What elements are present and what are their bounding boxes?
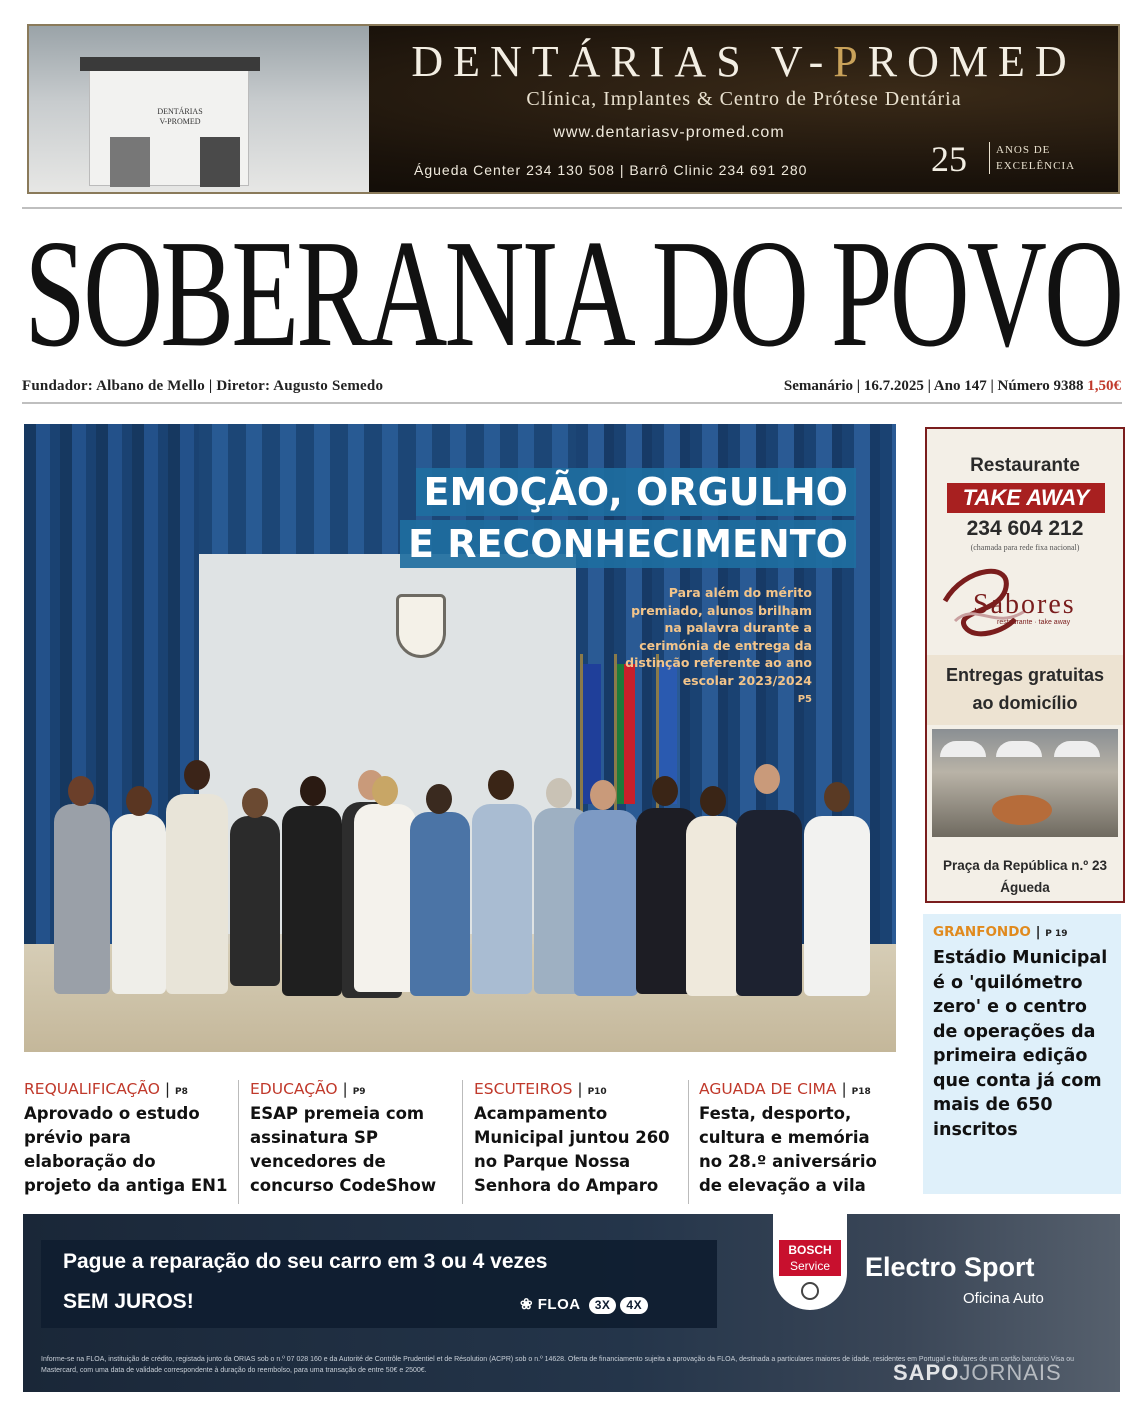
teaser-kicker: EDUCAÇÃO | P9 xyxy=(250,1080,366,1098)
lead-subcaption xyxy=(622,584,812,709)
person xyxy=(354,804,416,992)
teaser-text: ESAP premeia com assinatura SP vencedores de concurso CodeShow xyxy=(250,1104,437,1195)
issue-price: 1,50€ xyxy=(1087,378,1121,394)
years-label xyxy=(989,142,1099,174)
headline-line-2: E RECONHECIMENTO xyxy=(400,520,856,568)
granfondo-kicker-text: GRANFONDO xyxy=(933,924,1031,940)
delivery-line-2: ao domicílio xyxy=(972,693,1078,713)
person-head xyxy=(754,764,780,794)
person xyxy=(230,816,280,986)
headline-line-1: EMOÇÃO, ORGULHO xyxy=(416,468,856,516)
municipal-crest xyxy=(396,594,446,658)
building-sign xyxy=(145,107,215,127)
masthead-divider xyxy=(22,402,1122,404)
lead-page-ref: P5 xyxy=(797,694,812,705)
teaser-kicker-text: REQUALIFICAÇÃO xyxy=(24,1080,160,1098)
person xyxy=(166,794,228,994)
person-head xyxy=(372,776,398,806)
floa-text: FLOA xyxy=(537,1296,581,1313)
phone-note: (chamada para rede fixa nacional) xyxy=(970,543,1080,552)
issue-line xyxy=(784,378,1121,395)
floa-badge xyxy=(520,1295,648,1314)
umbrella xyxy=(1054,741,1100,757)
building-sign-line-1: DENTÁRIAS xyxy=(157,107,203,116)
delivery-text xyxy=(927,661,1123,717)
teaser-kicker-text: AGUADA DE CIMA xyxy=(699,1080,837,1098)
bosch-badge xyxy=(779,1240,841,1276)
teaser-aguada-de-cima[interactable] xyxy=(699,1080,904,1206)
person-head xyxy=(652,776,678,806)
person-head xyxy=(68,776,94,806)
bosch-name: BOSCH xyxy=(788,1243,832,1257)
founder-line: Fundador: Albano de Mello | Diretor: Augusto Semedo xyxy=(22,378,384,394)
teaser-kicker-text: ESCUTEIROS xyxy=(474,1080,573,1098)
dental-tagline: Clínica, Implantes & Centro de Prótese Dentária xyxy=(526,88,962,110)
sabores-logo-sub: restaurante · take away xyxy=(997,619,1071,626)
restaurant-address xyxy=(927,855,1123,899)
building-block xyxy=(110,137,150,187)
bottom-electro-sport-ad[interactable] xyxy=(23,1214,1120,1392)
person xyxy=(282,806,342,996)
brand-part-b: ROMED xyxy=(867,37,1077,86)
restaurant-photo xyxy=(932,729,1118,837)
teaser-kicker: REQUALIFICAÇÃO | P8 xyxy=(24,1080,188,1098)
take-away-badge: TAKE AWAY xyxy=(947,483,1105,513)
person-head xyxy=(824,782,850,812)
watermark-bold: SAPO xyxy=(893,1360,960,1385)
teaser-requalificacao[interactable] xyxy=(24,1080,234,1206)
person-head xyxy=(590,780,616,810)
person xyxy=(112,814,166,994)
teaser-page: P18 xyxy=(851,1087,871,1097)
floa-flower-icon: ❀ xyxy=(520,1296,534,1313)
address-line-2: Águeda xyxy=(1000,880,1050,895)
restaurant-ad[interactable] xyxy=(925,427,1125,903)
teaser-text: Acampamento Municipal juntou 260 no Parque Nossa Senhora do Amparo xyxy=(474,1104,670,1195)
delivery-line-1: Entregas gratuitas xyxy=(945,665,1105,685)
issue-details: Semanário | 16.7.2025 | Ano 147 | Número 9388 xyxy=(783,378,1084,394)
bosch-service-logo xyxy=(773,1214,847,1310)
sabores-logo-text: Sabores xyxy=(973,589,1076,620)
dental-brand-name xyxy=(384,36,1104,87)
granfondo-kicker: GRANFONDO | P 19 xyxy=(933,924,1068,940)
bosch-service: Service xyxy=(789,1259,830,1273)
building-sign-line-2: V-PROMED xyxy=(159,117,201,126)
years-label-line-1: ANOS DE xyxy=(996,144,1051,156)
lead-headline[interactable] xyxy=(400,468,856,572)
granfondo-teaser[interactable] xyxy=(923,914,1121,1194)
person xyxy=(410,812,470,996)
building-door xyxy=(200,137,240,187)
restaurant-phone: 234 604 212 xyxy=(966,517,1084,540)
brand-part-a: DENTÁRIAS V- xyxy=(411,37,834,86)
umbrella xyxy=(940,741,986,757)
teaser-page: P9 xyxy=(352,1087,366,1097)
building-roof xyxy=(80,57,260,71)
watermark-light: JORNAIS xyxy=(959,1360,1062,1385)
lead-story-photo[interactable] xyxy=(24,424,896,1052)
teaser-kicker: ESCUTEIROS | P10 xyxy=(474,1080,607,1098)
person-head xyxy=(700,786,726,816)
newspaper-masthead: SOBERANIA DO POVO xyxy=(24,209,1122,379)
teaser-divider xyxy=(238,1080,239,1204)
teaser-page: P8 xyxy=(175,1087,188,1097)
granfondo-page: P 19 xyxy=(1045,929,1068,939)
address-line-1: Praça da República n.º 23 xyxy=(943,858,1107,873)
person-head xyxy=(300,776,326,806)
restaurant-title: Restaurante xyxy=(970,455,1080,476)
teaser-divider xyxy=(462,1080,463,1204)
person xyxy=(54,804,110,994)
umbrella xyxy=(996,741,1042,757)
teaser-kicker: AGUADA DE CIMA | P18 xyxy=(699,1080,871,1098)
sapo-jornais-watermark xyxy=(893,1360,1062,1386)
bosch-armature-icon xyxy=(801,1282,819,1300)
ad-message-1: Pague a reparação do seu carro em 3 ou 4 vezes xyxy=(63,1250,548,1273)
dental-phones: Águeda Center 234 130 508 | Barrô Clinic 234 691 280 xyxy=(414,162,808,178)
person-head xyxy=(426,784,452,814)
teaser-text: Aprovado o estudo prévio para elaboração do projeto da antiga EN1 xyxy=(24,1104,228,1195)
person-head xyxy=(546,778,572,808)
electro-sport-sub: Oficina Auto xyxy=(963,1290,1044,1307)
dental-url-link[interactable]: www.dentariasv-promed.com xyxy=(553,124,785,141)
person xyxy=(574,810,638,996)
person xyxy=(736,810,802,996)
pill-3x: 3X xyxy=(589,1297,617,1314)
clinic-building-photo xyxy=(29,26,369,194)
flower-planter xyxy=(992,795,1052,825)
person xyxy=(472,804,532,994)
brand-part-p: P xyxy=(833,37,868,86)
person-head xyxy=(488,770,514,800)
teaser-escuteiros[interactable] xyxy=(474,1080,686,1206)
pill-4x: 4X xyxy=(620,1297,648,1314)
ad-message-2: SEM JUROS! xyxy=(63,1290,194,1313)
person-head xyxy=(184,760,210,790)
teaser-educacao[interactable] xyxy=(250,1080,455,1206)
years-number: 25 xyxy=(931,139,967,179)
building-illustration xyxy=(89,66,249,186)
lead-subcaption-text: Para além do mérito premiado, alunos brilham na palavra durante a cerimónia de entrega da distinção referente ao ano escolar 2023/2024 xyxy=(625,585,812,688)
person xyxy=(804,816,870,996)
teaser-kicker-text: EDUCAÇÃO xyxy=(250,1080,338,1098)
teaser-divider xyxy=(688,1080,689,1204)
top-dental-ad[interactable] xyxy=(27,24,1120,194)
person xyxy=(686,816,740,996)
ad-fine-print: Informe-se na FLOA, instituição de crédito, registada junto da ORIAS sob o n.º 07 028 160 e da Autorité de Contrôle Prudentiel et de Résolution (ACPR) sob o n.º 14628. Oferta de financiamento sujeita a aprovação da FLOA, destinada a particulares maiores de idade, residentes em Portugal e titulares de um cartão bancário Visa ou Mastercard, com uma data de validade correspondente à duração do reembolso, para uma transação de entre 50€ e 2500€. xyxy=(41,1356,1075,1374)
teaser-page: P10 xyxy=(587,1087,607,1097)
teaser-text: Festa, desporto, cultura e memória no 28.º aniversário de elevação a vila xyxy=(699,1104,877,1195)
person-head xyxy=(242,788,268,818)
electro-sport-brand: Electro Sport xyxy=(865,1252,1035,1282)
person-head xyxy=(126,786,152,816)
years-label-line-2: EXCELÊNCIA xyxy=(996,160,1076,172)
granfondo-body: Estádio Municipal é o 'quilómetro zero' e o centro de operações da primeira edição que conta já com mais de 650 inscritos xyxy=(933,948,1108,1140)
